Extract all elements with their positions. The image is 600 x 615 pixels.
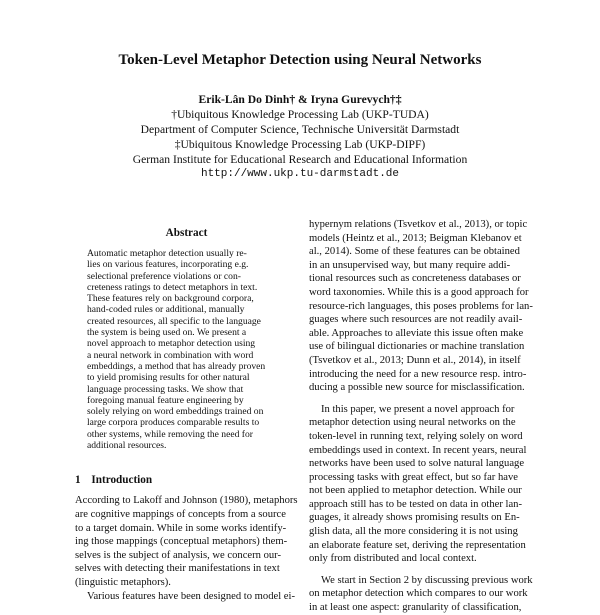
text-line: able. Approaches to alleviate this issue often make xyxy=(309,327,524,339)
abstract-line: lies on various features, incorporating e.g. xyxy=(87,259,249,271)
text-line: (linguistic metaphors). xyxy=(75,576,171,588)
abstract-line: Automatic metaphor detection usually re- xyxy=(87,248,247,259)
text-line: not been applied to metaphor detection. While our xyxy=(309,485,522,497)
left-column xyxy=(75,218,298,603)
text-line: an elaborate feature set, deriving the representation xyxy=(309,539,526,551)
text-line: metaphor detection using neural networks on the xyxy=(309,417,516,429)
abstract-line: hand-coded rules or additional, manually xyxy=(87,304,245,316)
section-title: Introduction xyxy=(91,474,153,487)
abstract-line: the system is being used on. We present a xyxy=(87,327,247,339)
abstract-line: embeddings, a method that has already proven xyxy=(87,360,266,372)
text-line: are cognitive mappings of concepts from a source xyxy=(75,508,286,520)
text-line: We start in Section 2 by discussing previous work xyxy=(321,574,533,586)
text-line: only from distributed and local context. xyxy=(309,553,477,565)
abstract-line: additional resources. xyxy=(87,440,167,452)
text-line: models (Heintz et al., 2013; Beigman Klebanov et xyxy=(309,232,522,244)
text-line: on metaphor detection which compares to our work xyxy=(309,588,528,600)
text-line: introducing the need for a new resource resp. intro- xyxy=(309,368,527,380)
text-line: in at least one aspect: granularity of classification, xyxy=(309,602,522,614)
intro-right-paragraph-3 xyxy=(309,574,533,615)
text-line: According to Lakoff and Johnson (1980), metaphors xyxy=(75,495,298,507)
paper-title: Token-Level Metaphor Detection using Neural Networks xyxy=(118,52,482,68)
text-line: word taxonomies. While this is a good approach for xyxy=(309,286,529,298)
affiliation-line: †Ubiquitous Knowledge Processing Lab (UKP-TUDA) xyxy=(171,108,429,121)
abstract-line: solely relying on word embeddings trained on xyxy=(87,406,264,418)
abstract-line: large corpora produces comparable results to xyxy=(87,417,260,429)
abstract-body xyxy=(87,248,286,451)
text-line: use of bilingual dictionaries or machine translation xyxy=(309,341,525,353)
text-line: (Tsvetkov et al., 2013; Dunn et al., 2014), in itself xyxy=(309,354,521,366)
abstract-line: language processing tasks. We show that xyxy=(87,383,244,395)
text-line: guages where such resources are not readily avail- xyxy=(309,314,523,326)
text-line: hypernym relations (Tsvetkov et al., 2013), or topic xyxy=(309,219,528,230)
abstract-line: to yield promising results for other natural xyxy=(87,372,250,384)
affiliation-line: ‡Ubiquitous Knowledge Processing Lab (UKP-DIPF) xyxy=(174,138,426,151)
text-line: ducing a possible new source for misclassification. xyxy=(309,382,525,394)
text-line: al., 2014). Some of these features can be obtained xyxy=(309,246,520,258)
text-line: resource-rich languages, this poses problems for lan- xyxy=(309,300,533,312)
intro-right-paragraph-2 xyxy=(309,403,533,566)
abstract-line: created resources, all specific to the language xyxy=(87,315,261,327)
abstract-line: selectional preference violations or con- xyxy=(87,270,241,282)
text-line: guages, it already shows promising results on En- xyxy=(309,512,520,524)
intro-left-text xyxy=(75,494,298,603)
text-line: ing those mappings (conceptual metaphors) them- xyxy=(75,536,288,548)
section-heading-introduction xyxy=(75,473,298,487)
text-line: token-level in running text, relying solely on word xyxy=(309,430,523,442)
abstract-line: creteness ratings to detect metaphors in text. xyxy=(87,281,258,293)
text-line: embeddings used in context. In recent years, neural xyxy=(309,444,527,456)
text-line: tional resources such as concreteness databases or xyxy=(309,273,521,285)
author-block xyxy=(0,92,600,182)
abstract-line: a neural network in combination with word xyxy=(87,349,254,361)
text-line: In this paper, we present a novel approach for xyxy=(321,403,515,415)
text-line: in an unsupervised way, but many require addi- xyxy=(309,259,511,271)
author-names: Erik-Lân Do Dinh† & Iryna Gurevych†‡ xyxy=(198,93,402,106)
text-line: selves is the subject of analysis, we concern our- xyxy=(75,549,282,561)
abstract-line: These features rely on background corpora, xyxy=(87,293,254,305)
abstract-line: novel approach to metaphor detection using xyxy=(87,338,256,350)
lab-url[interactable]: http://www.ukp.tu-darmstadt.de xyxy=(200,168,400,180)
right-column xyxy=(309,218,533,615)
intro-right-paragraph-1 xyxy=(309,218,533,395)
affiliation-line: Department of Computer Science, Technische Universität Darmstadt xyxy=(140,123,460,136)
abstract-line: other systems, while removing the need for xyxy=(87,428,253,440)
text-line: to a target domain. While in some works identify- xyxy=(75,522,287,534)
text-line: Various features have been designed to model ei- xyxy=(87,590,295,602)
text-line: networks have been used to solve natural language xyxy=(309,458,525,470)
abstract-line: foregoing manual feature engineering by xyxy=(87,394,244,406)
affiliation-line: German Institute for Educational Research and Educational Information xyxy=(132,153,468,166)
text-line: processing tasks with great effect, but so far have xyxy=(309,471,518,483)
text-line: approach still has to be tested on data in other lan- xyxy=(309,498,522,510)
text-line: glish data, all the more considering it is not using xyxy=(309,526,518,538)
text-line: selves with detecting their manifestations in text xyxy=(75,563,280,575)
section-number: 1 xyxy=(75,474,81,487)
abstract-heading: Abstract xyxy=(165,227,208,239)
